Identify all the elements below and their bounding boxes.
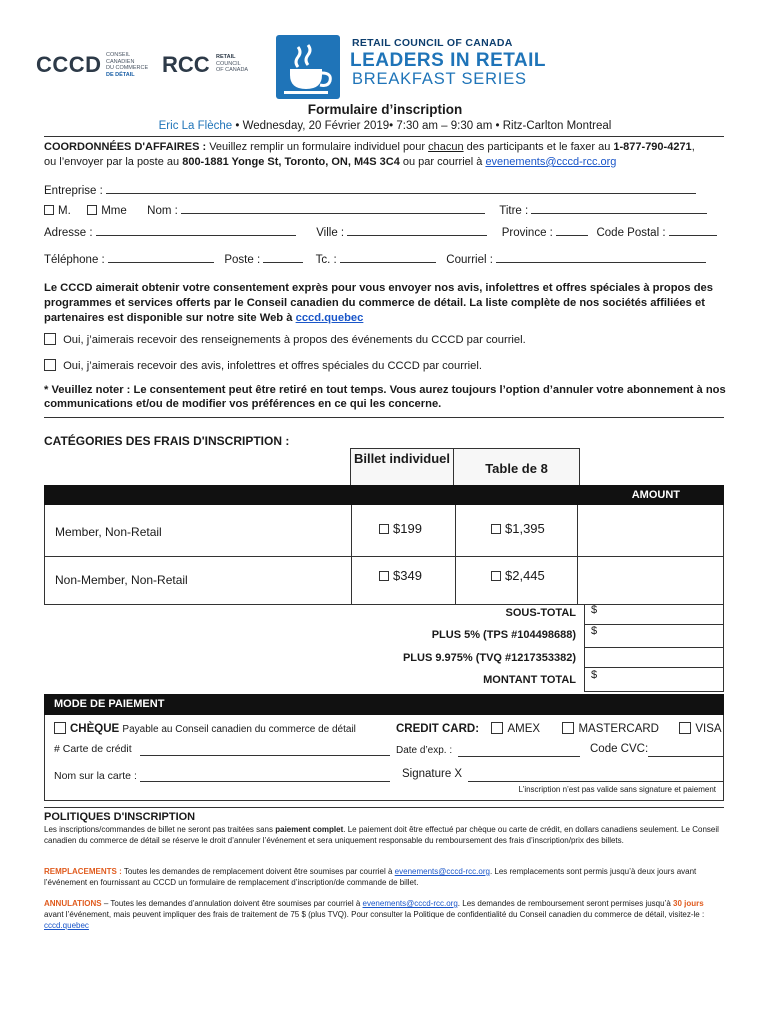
- entreprise-label: Entreprise :: [44, 185, 103, 197]
- rcc-logo-subtitle: [216, 54, 256, 74]
- poste-field[interactable]: [263, 251, 303, 263]
- cccd-logo: CCCD: [36, 52, 102, 77]
- consent-option-1: [44, 333, 526, 346]
- amount-label: AMOUNT: [631, 489, 680, 501]
- entreprise-row: [44, 182, 696, 197]
- consent-note: * Veuillez noter : Le consentement peut être retiré en tout temps. Vous aurez toujours l’option d’annuler votre abonnement à nos communications et/ou de modifier vos préférences en ce qui les concerne.: [44, 384, 726, 410]
- mailing-address: 800-1881 Yonge St, Toronto, ON, M4S 3C4: [182, 156, 400, 168]
- phone-row: [44, 251, 706, 266]
- titre-field[interactable]: [531, 202, 707, 214]
- adresse-label: Adresse :: [44, 227, 93, 239]
- titre-label: Titre :: [499, 205, 529, 217]
- event-info: • Wednesday, 20 Février 2019• 7:30 am – 9:30 am • Ritz-Carlton Montreal: [232, 120, 612, 132]
- col-individual-header: Billet individuel: [350, 448, 454, 488]
- cccd-logo-subtitle: [106, 52, 152, 78]
- email-link[interactable]: evenements@cccd-rcc.org: [485, 156, 617, 168]
- col-table-header: Table de 8: [454, 448, 580, 488]
- coordonnees-label: COORDONNÉES D'AFFAIRES :: [44, 141, 207, 153]
- expiry-field[interactable]: [458, 756, 580, 757]
- cvc-label: Code CVC:: [590, 743, 649, 755]
- policy-text: avant l’événement, mais peuvent impliquer des frais de traitement de 75 $ (plus TVQ). Pour consulter la Politique de confidentialité du Conseil canadien du commerce de détail, visitez-le :: [44, 910, 705, 919]
- fees-table: [44, 505, 724, 605]
- replacements-label: REMPLACEMENTS :: [44, 867, 122, 876]
- ville-field[interactable]: [347, 224, 487, 236]
- cheque-checkbox[interactable]: [54, 722, 66, 734]
- divider: [44, 807, 724, 808]
- nom-label: Nom :: [147, 205, 178, 217]
- consent-option2-label: Oui, j’aimerais recevoir des avis, infolettres et offres spéciales du CCCD par courriel.: [63, 360, 482, 372]
- cvc-field[interactable]: [648, 756, 724, 757]
- subtotal-label: SOUS-TOTAL: [505, 607, 576, 619]
- name-row: [44, 202, 707, 217]
- consent-paragraph: [44, 281, 728, 326]
- form-title: Formulaire d’inscription: [307, 102, 463, 117]
- consent-newsletter-checkbox[interactable]: [44, 359, 56, 371]
- amex-label: AMEX: [507, 723, 541, 735]
- card-name-label: Nom sur la carte :: [54, 770, 137, 782]
- cheque-row: [54, 722, 356, 735]
- table-divider: [455, 505, 456, 604]
- table-divider: [351, 505, 352, 604]
- privacy-link[interactable]: cccd.quebec: [44, 921, 89, 930]
- total-value[interactable]: $: [591, 669, 598, 681]
- price-nonmember-table[interactable]: [491, 568, 545, 583]
- coordonnees-text4: ou l’envoyer par la poste au: [44, 156, 183, 168]
- nom-field[interactable]: [181, 202, 485, 214]
- policies-heading: POLITIQUES D'INSCRIPTION: [44, 811, 196, 823]
- rcc-sub-line2: COUNCIL: [216, 60, 241, 67]
- courriel-label: Courriel :: [446, 254, 493, 266]
- mastercard-label: MASTERCARD: [578, 723, 659, 735]
- coffee-cup-icon: [276, 35, 340, 99]
- brand-line3: BREAKFAST SERIES: [352, 70, 527, 88]
- replacements-email-link[interactable]: evenements@cccd-rcc.org: [394, 867, 490, 876]
- policy-cancellations: [44, 898, 724, 931]
- price-text: $199: [393, 521, 422, 536]
- rcc-logo: RCC: [162, 52, 210, 77]
- policy-bold: paiement complet: [275, 825, 344, 834]
- code-postal-field[interactable]: [669, 224, 717, 236]
- card-number-label: # Carte de crédit: [54, 743, 132, 755]
- consent-option-2: [44, 359, 482, 372]
- consent-events-checkbox[interactable]: [44, 333, 56, 345]
- policy-text: Les inscriptions/commandes de billet ne seront pas traitées sans: [44, 825, 276, 834]
- rcc-sub-line1: RETAIL: [216, 54, 236, 60]
- cheque-label: CHÈQUE: [70, 723, 120, 735]
- price-member-table[interactable]: [491, 521, 545, 536]
- table-divider: [585, 647, 724, 648]
- tvq-label: PLUS 9.975% (TVQ #1217353382): [402, 652, 576, 664]
- fax-number: 1-877-790-4271: [613, 141, 692, 153]
- policy-payment: [44, 824, 724, 846]
- policy-replacements: [44, 866, 724, 888]
- policy-text: – Toutes les demandes d’annulation doivent être soumises par courriel à: [101, 899, 363, 908]
- amount-header-bar: [44, 485, 724, 505]
- business-contact-instructions: [44, 140, 724, 170]
- mastercard-checkbox[interactable]: [562, 722, 574, 734]
- divider: [44, 417, 724, 418]
- price-text: $1,395: [505, 521, 545, 536]
- divider: [44, 136, 724, 137]
- payment-heading: MODE DE PAIEMENT: [44, 694, 724, 715]
- subtotal-value[interactable]: $: [591, 604, 598, 616]
- coordonnees-text3: ,: [691, 141, 695, 153]
- code-postal-label: Code Postal :: [596, 227, 666, 239]
- row-label: Non-Member, Non-Retail: [55, 573, 188, 587]
- province-field[interactable]: [556, 224, 588, 236]
- coordonnees-text5: ou par courriel à: [399, 156, 486, 168]
- table-divider: [585, 667, 724, 668]
- expiry-label: Date d’exp. :: [396, 745, 453, 756]
- telephone-label: Téléphone :: [44, 254, 105, 266]
- consent-text: Le CCCD aimerait obtenir votre consentement exprès pour vous envoyer nos avis, infolettres et offres spéciales à propos des programmes et services offerts par le Conseil canadien du commerce de détail. La liste complète de nos sociétés affiliées et partenaires est disponible sur notre site Web à: [44, 282, 713, 324]
- price-text: $2,445: [505, 568, 545, 583]
- cccd-sub-line1: CONSEIL CANADIEN: [106, 52, 135, 65]
- address-row: [44, 224, 717, 239]
- mme-label: Mme: [101, 205, 127, 217]
- policy-text: . Le paiement doit être effectué par chèque ou carte de crédit, en dollars canadiens seulement. Le Conseil canadien du commerce de détail se réserve le droit d’annuler l’événement et sera uniquement responsable du remboursement des frais d’inscription/prix des billets.: [44, 825, 719, 845]
- m-checkbox[interactable]: [44, 205, 54, 215]
- amex-checkbox[interactable]: [491, 722, 503, 734]
- adresse-field[interactable]: [96, 224, 296, 236]
- table-divider: [585, 624, 724, 625]
- cancellations-email-link[interactable]: evenements@cccd-rcc.org: [362, 899, 458, 908]
- courriel-field[interactable]: [496, 251, 706, 263]
- price-nonmember-individual[interactable]: [379, 568, 422, 583]
- event-details: [0, 120, 770, 132]
- speaker-name: Eric La Flèche: [158, 120, 233, 132]
- total-label: MONTANT TOTAL: [483, 674, 576, 686]
- visa-label: VISA: [695, 723, 722, 735]
- cancellations-label: ANNULATIONS: [44, 899, 102, 908]
- policy-text: Toutes les demandes de remplacement doivent être soumises par courriel à: [121, 867, 395, 876]
- consent-option1-label: Oui, j’aimerais recevoir des renseignements à propos des événements du CCCD par courriel.: [63, 334, 526, 346]
- tc-field[interactable]: [340, 251, 436, 263]
- price-text: $349: [393, 568, 422, 583]
- coordonnees-chacun: chacun: [428, 141, 464, 153]
- checkbox[interactable]: [491, 524, 501, 534]
- cccd-sub-line3: DE DÉTAIL: [106, 71, 135, 78]
- table-divider: [577, 505, 578, 604]
- telephone-field[interactable]: [108, 251, 214, 263]
- checkbox[interactable]: [491, 571, 501, 581]
- checkbox[interactable]: [379, 524, 389, 534]
- brand-line1: RETAIL COUNCIL OF CANADA: [352, 37, 513, 49]
- rcc-sub-line3: OF CANADA: [216, 67, 249, 73]
- coordonnees-text1: Veuillez remplir un formulaire individuel pour: [206, 141, 429, 153]
- brand-line2: LEADERS IN RETAIL: [350, 50, 547, 71]
- mme-checkbox[interactable]: [87, 205, 97, 215]
- credit-card-label: CREDIT CARD:: [396, 723, 480, 735]
- policy-text: . Les demandes de remboursement seront permises jusqu’à: [457, 899, 674, 908]
- cheque-note: Payable au Conseil canadien du commerce de détail: [122, 724, 356, 735]
- signature-note: L’inscription n’est pas valide sans signature et paiement: [518, 785, 716, 794]
- coordonnees-text2: des participants et le faxer au: [463, 141, 614, 153]
- entreprise-field[interactable]: [106, 182, 696, 194]
- consent-link[interactable]: cccd.quebec: [295, 312, 364, 324]
- cancellation-days: 30 jours: [673, 899, 704, 908]
- credit-card-row: [396, 722, 722, 735]
- cccd-sub-line2: DU COMMERCE: [106, 65, 149, 71]
- signature-label: Signature X: [402, 768, 463, 780]
- row-label: Member, Non-Retail: [55, 525, 162, 539]
- table-divider: [45, 556, 724, 557]
- province-label: Province :: [501, 227, 553, 239]
- totals-box: [584, 604, 724, 692]
- m-label: M.: [58, 205, 71, 217]
- tps-value[interactable]: $: [591, 625, 598, 637]
- fees-heading: CATÉGORIES DES FRAIS D'INSCRIPTION :: [44, 434, 290, 448]
- checkbox[interactable]: [379, 571, 389, 581]
- tc-label: Tc. :: [315, 254, 337, 266]
- policy-text: . Les remplacements sont permis jusqu’à deux jours avant l’événement en fournissant au CCCD un formulaire de remplacement d’inscription/de commande de billet.: [44, 867, 697, 887]
- visa-checkbox[interactable]: [679, 722, 691, 734]
- tps-label: PLUS 5% (TPS #104498688): [431, 629, 576, 641]
- price-member-individual[interactable]: [379, 521, 422, 536]
- card-number-field[interactable]: [140, 755, 390, 756]
- ville-label: Ville :: [316, 227, 345, 239]
- poste-label: Poste :: [224, 254, 261, 266]
- signature-field[interactable]: [468, 781, 724, 782]
- card-name-field[interactable]: [140, 781, 390, 782]
